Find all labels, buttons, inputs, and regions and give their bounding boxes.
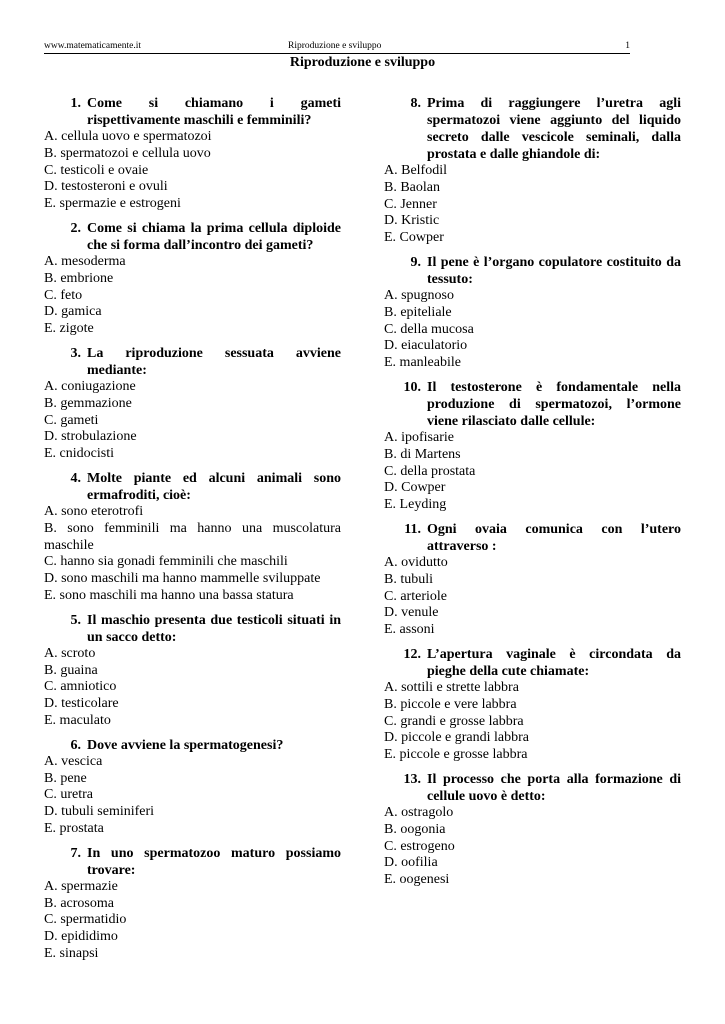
answer-option: C. della mucosa (384, 321, 474, 337)
answer-list (44, 879, 341, 963)
answer-option: D. testosteroni e ovuli (44, 179, 168, 195)
question-text: Il maschio presenta due testicoli situati in un sacco detto: (87, 612, 341, 645)
question-heading (44, 470, 341, 504)
question-text: Il pene è l’organo copulatore costituito da tessuto: (427, 254, 681, 287)
answer-list (384, 680, 681, 764)
question-block (44, 612, 341, 730)
right-column (384, 95, 681, 896)
answer-list (44, 254, 341, 338)
question-number: 13. (403, 771, 421, 787)
answer-option: E. oogenesi (384, 872, 450, 888)
question-heading (44, 95, 341, 129)
question-text: Molte piante ed alcuni animali sono ermafroditi, cioè: (87, 470, 341, 503)
answer-option: C. arteriole (384, 588, 447, 604)
question-text: Prima di raggiungere l’uretra agli spermatozoi viene aggiunto del liquido secreto dalle vescicole seminali, dalla prostata e dalle ghiandole di: (427, 96, 681, 162)
question-text: Dove avviene la spermatogenesi? (87, 737, 284, 753)
answer-option: C. Jenner (384, 196, 437, 212)
answer-option: D. strobulazione (44, 429, 137, 445)
question-number: 7. (70, 845, 81, 861)
question-number: 10. (403, 379, 421, 395)
answer-option: A. sono eterotrofi (44, 503, 144, 519)
question-number: 12. (403, 646, 421, 662)
answer-option: D. tubuli seminiferi (44, 804, 155, 820)
answer-list (384, 163, 681, 247)
answer-option: E. prostata (44, 820, 104, 836)
answer-option: E. maculato (44, 712, 111, 728)
answer-option: E. sono maschili ma hanno una bassa statura (44, 587, 294, 603)
question-heading (44, 737, 341, 754)
question-heading (384, 521, 681, 555)
question-text: Come si chiamano i gameti rispettivamente maschili e femminili? (87, 96, 341, 128)
answer-option: B. gemmazione (44, 395, 132, 411)
question-number: 2. (70, 220, 81, 236)
question-block (384, 254, 681, 372)
header-topic: Riproduzione e sviluppo (288, 41, 382, 51)
answer-list (384, 288, 681, 372)
question-text: Come si chiama la prima cellula diploide che si forma dall’incontro dei gameti? (87, 220, 341, 253)
answer-option: B. oogonia (384, 821, 446, 837)
answer-option: C. amniotico (44, 679, 117, 695)
answer-list (44, 129, 341, 213)
answer-option: D. gamica (44, 304, 102, 320)
answer-option: A. sottili e strette labbra (384, 679, 519, 695)
question-block (44, 737, 341, 838)
answer-option: A. spermazie (44, 878, 118, 894)
answer-option: B. pene (44, 770, 87, 786)
question-text: L’apertura vaginale è circondata da pieghe della cute chiamate: (427, 646, 681, 679)
answer-option: B. embrione (44, 270, 114, 286)
header-page-number: 1 (625, 41, 630, 51)
answer-list (44, 379, 341, 463)
answer-option: C. feto (44, 287, 83, 303)
question-block (44, 470, 341, 605)
answer-option: B. acrosoma (44, 895, 114, 911)
question-heading (384, 254, 681, 288)
answer-option: E. cnidocisti (44, 446, 114, 462)
question-block (44, 345, 341, 463)
question-heading (384, 95, 681, 163)
question-block (384, 646, 681, 764)
answer-option: A. mesoderma (44, 253, 126, 269)
answer-list (384, 430, 681, 514)
question-number: 9. (410, 254, 421, 270)
answer-list (44, 504, 341, 605)
question-number: 8. (410, 96, 421, 111)
question-heading (44, 345, 341, 379)
answer-option: D. Kristic (384, 213, 440, 229)
answer-option: D. venule (384, 605, 439, 621)
question-block (44, 220, 341, 338)
question-block (384, 771, 681, 889)
question-heading (44, 845, 341, 879)
answer-option: D. eiaculatorio (384, 338, 468, 354)
answer-option: E. zigote (44, 321, 94, 337)
question-number: 1. (70, 96, 81, 111)
question-number: 5. (70, 612, 81, 628)
question-number: 6. (70, 737, 81, 753)
question-number: 3. (70, 345, 81, 361)
answer-option: B. di Martens (384, 446, 461, 462)
question-heading (384, 646, 681, 680)
answer-option: C. grandi e grosse labbra (384, 713, 524, 729)
answer-option: B. tubuli (384, 571, 434, 587)
answer-option: E. sinapsi (44, 945, 99, 961)
answer-option: E. manleabile (384, 355, 461, 371)
question-block (44, 845, 341, 963)
answer-option: A. ipofisarie (384, 429, 454, 445)
answer-option: D. testicolare (44, 696, 119, 712)
page-title: Riproduzione e sviluppo (289, 55, 436, 70)
answer-option: C. della prostata (384, 463, 476, 479)
question-heading (44, 612, 341, 646)
answer-option: D. Cowper (384, 480, 446, 496)
answer-option: C. hanno sia gonadi femminili che maschili (44, 554, 288, 570)
answer-list (44, 754, 341, 838)
question-heading (44, 220, 341, 254)
answer-list (384, 555, 681, 639)
question-block (384, 379, 681, 514)
answer-option: D. epididimo (44, 929, 118, 945)
answer-option: C. gameti (44, 412, 99, 428)
answer-option: C. estrogeno (384, 838, 455, 854)
answer-option: B. Baolan (384, 179, 440, 195)
answer-option: D. sono maschili ma hanno mammelle sviluppate (44, 571, 321, 587)
question-block (44, 95, 341, 213)
answer-list (384, 805, 681, 889)
question-heading (384, 379, 681, 430)
question-block (384, 95, 681, 247)
answer-option: C. uretra (44, 787, 93, 803)
answer-option: D. piccole e grandi labbra (384, 730, 529, 746)
answer-option: C. spermatidio (44, 912, 127, 928)
question-heading (384, 771, 681, 805)
answer-option: D. oofilia (384, 855, 438, 871)
question-number: 4. (70, 470, 81, 486)
answer-option: B. piccole e vere labbra (384, 696, 517, 712)
answer-option: A. scroto (44, 645, 96, 661)
answer-option: A. Belfodil (384, 163, 447, 178)
answer-list (44, 646, 341, 730)
answer-option: A. ovidutto (384, 554, 448, 570)
answer-option: E. piccole e grosse labbra (384, 747, 528, 763)
header-site: www.matematicamente.it (44, 41, 141, 51)
answer-option: A. vescica (44, 753, 103, 769)
answer-option: A. ostragolo (384, 804, 454, 820)
answer-option: E. Leyding (384, 497, 447, 513)
answer-option: E. spermazie e estrogeni (44, 196, 181, 212)
left-column (44, 95, 341, 970)
question-text: In uno spermatozoo maturo possiamo trovare: (87, 845, 341, 878)
question-number: 11. (404, 521, 421, 537)
answer-option: C. testicoli e ovaie (44, 162, 149, 178)
answer-option: E. Cowper (384, 230, 444, 246)
question-text: Il testosterone è fondamentale nella produzione di spermatozoi, l’ormone viene rilasciato dalle cellule: (427, 379, 681, 429)
question-block (384, 521, 681, 639)
question-text: La riproduzione sessuata avviene mediante: (87, 345, 341, 378)
answer-option: A. spugnoso (384, 287, 455, 303)
answer-option: B. epiteliale (384, 304, 452, 320)
answer-option: A. cellula uovo e spermatozoi (44, 129, 212, 144)
answer-option: B. sono femminili ma hanno una muscolatura maschile (44, 520, 341, 553)
answer-option: B. spermatozoi e cellula uovo (44, 145, 211, 161)
question-text: Il processo che porta alla formazione di cellule uovo è detto: (427, 771, 681, 804)
answer-option: E. assoni (384, 622, 435, 638)
answer-option: A. coniugazione (44, 378, 136, 394)
question-text: Ogni ovaia comunica con l’utero attraverso : (427, 521, 681, 554)
page-header (44, 41, 630, 54)
answer-option: B. guaina (44, 662, 98, 678)
